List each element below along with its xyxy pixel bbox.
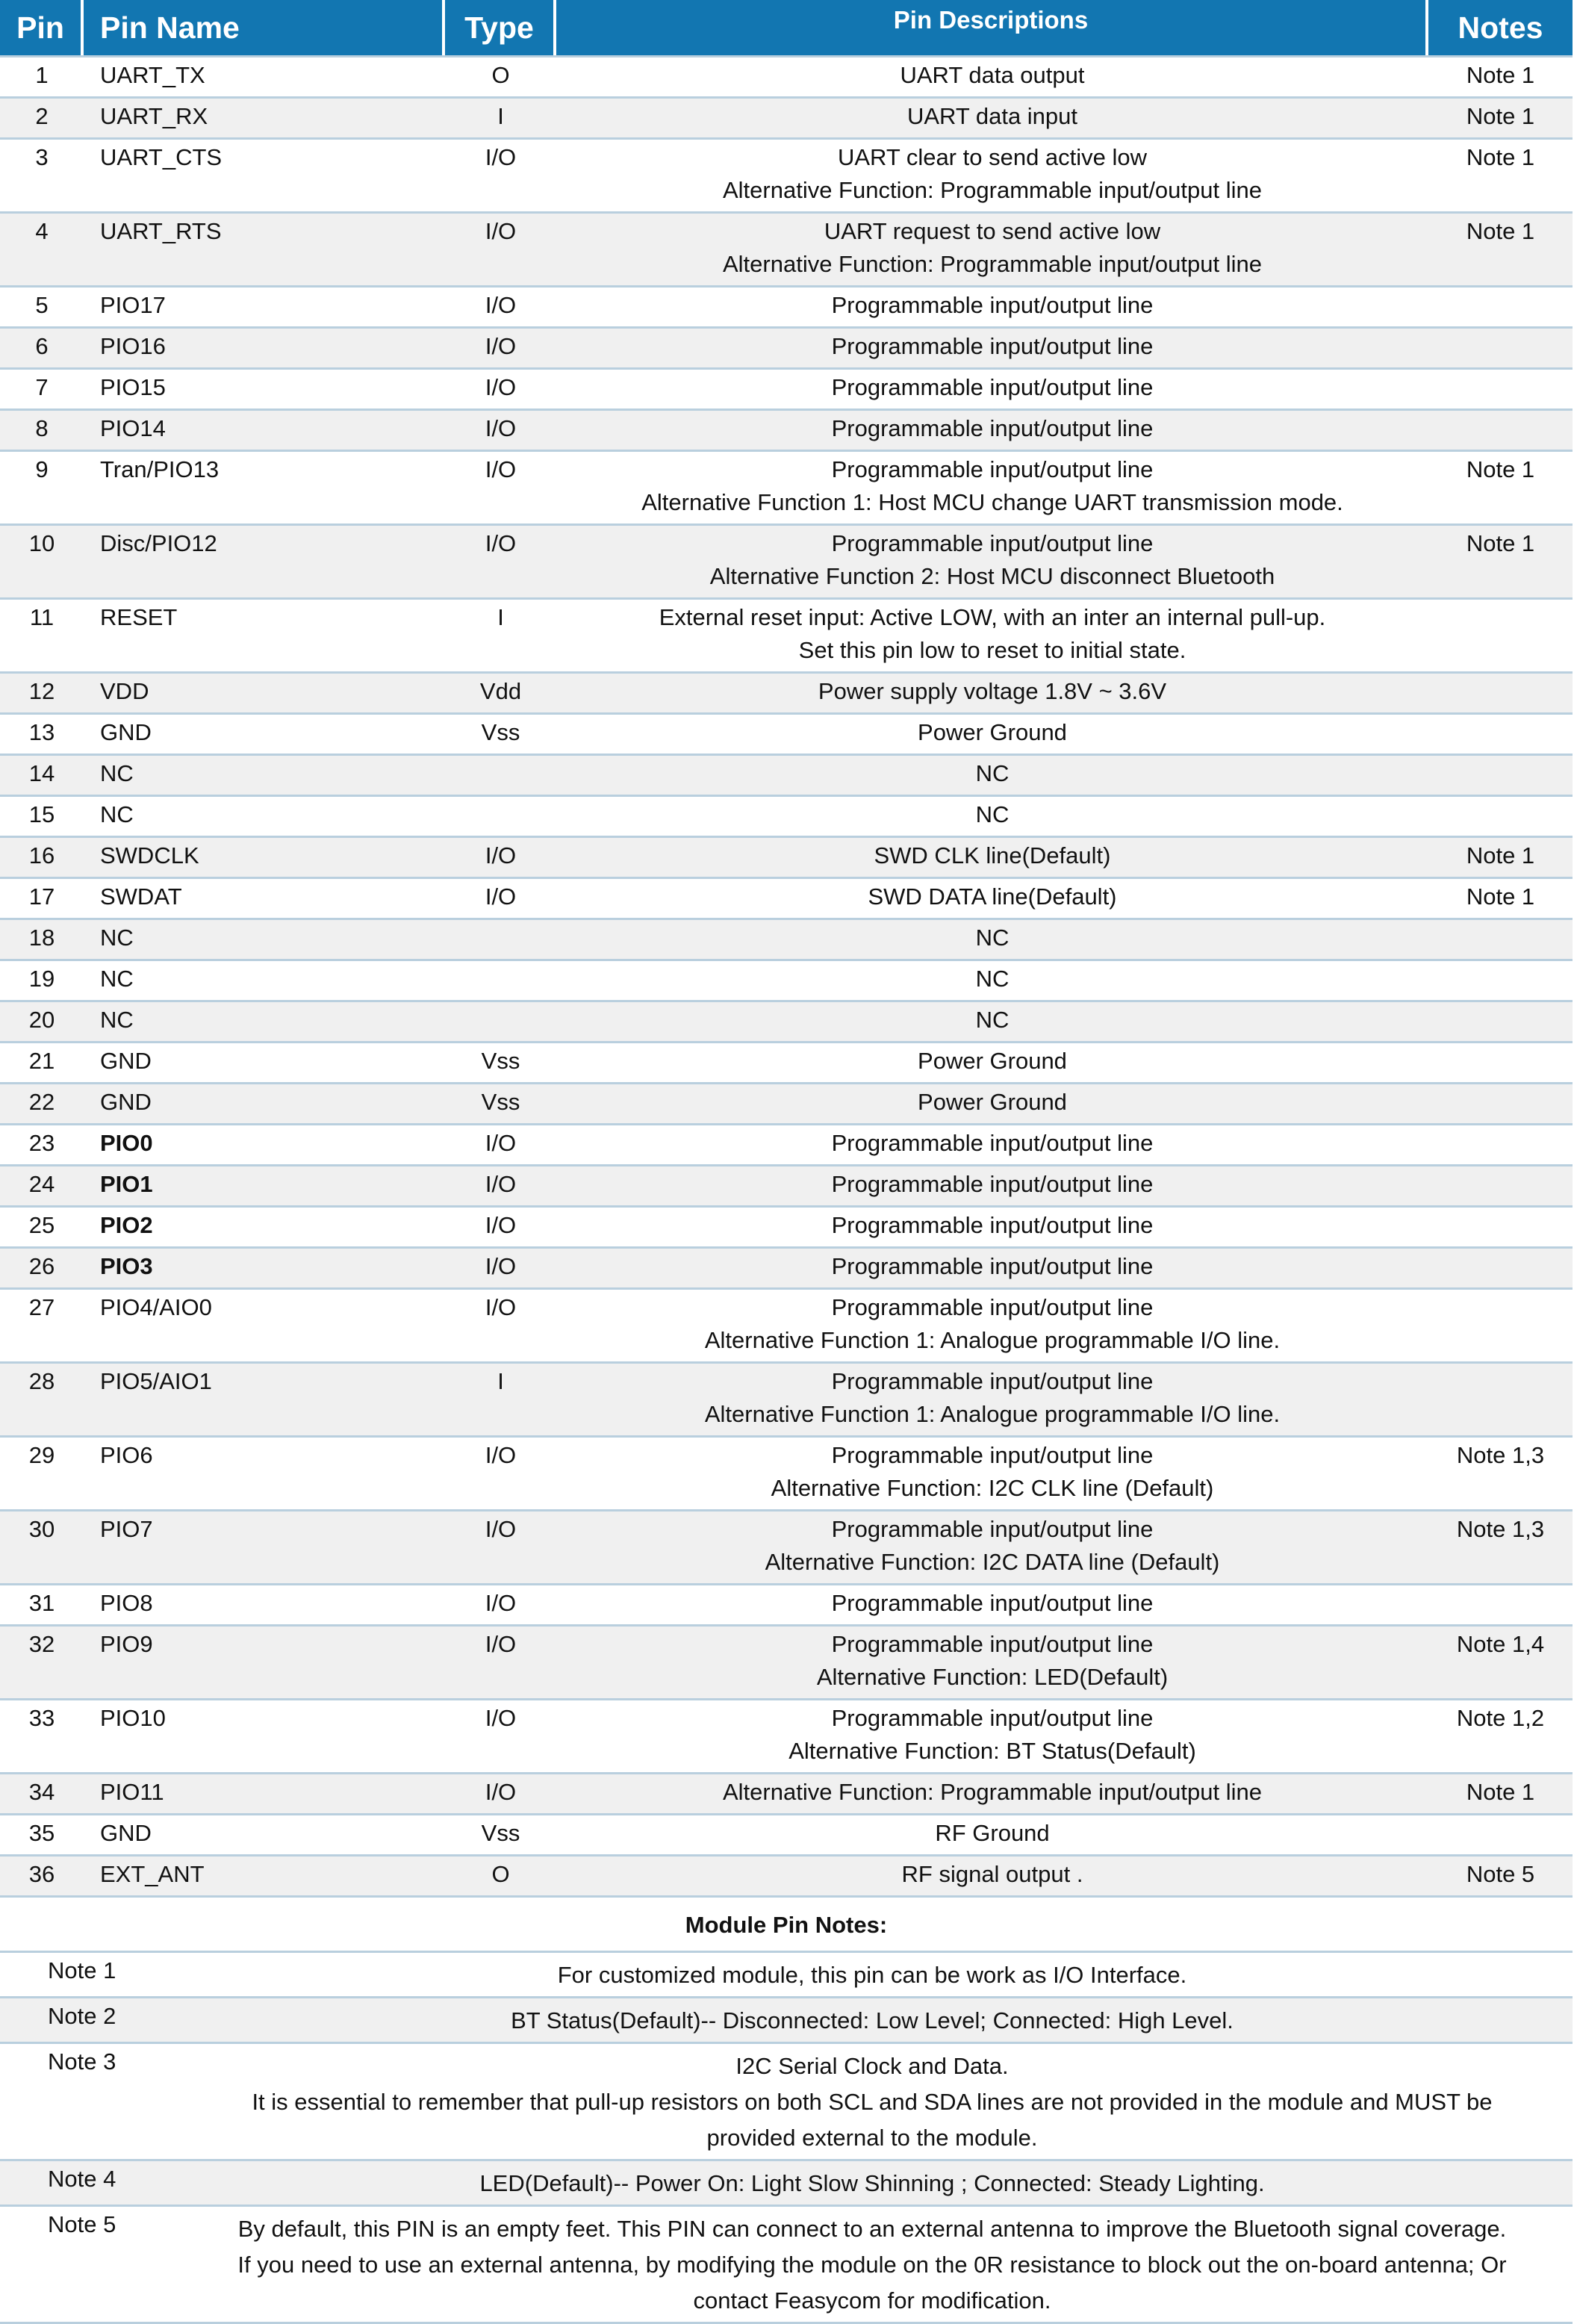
- module-note-text: [172, 1996, 1573, 2042]
- pin-description: [556, 96, 1428, 137]
- pin-name: PIO11: [84, 1772, 445, 1813]
- module-note-row: [0, 1951, 1573, 1996]
- pin-description: [556, 836, 1428, 877]
- pin-type: [445, 918, 556, 959]
- pin-description-line: Alternative Function 1: Host MCU change UART transmission mode.: [641, 489, 1343, 515]
- pin-row: [0, 1583, 1573, 1624]
- pin-notes: [1428, 959, 1573, 1000]
- pin-number: 28: [0, 1361, 84, 1435]
- pin-notes: [1428, 1813, 1573, 1854]
- pin-row: [0, 1435, 1573, 1509]
- pin-description: [556, 918, 1428, 959]
- pin-description-line: Alternative Function: Programmable input/output line: [722, 251, 1262, 277]
- pin-row: [0, 754, 1573, 795]
- pin-type: I/O: [445, 367, 556, 408]
- pin-number: 25: [0, 1205, 84, 1246]
- pin-type: [445, 1000, 556, 1041]
- pin-number: 6: [0, 326, 84, 367]
- pin-name: PIO3: [84, 1246, 445, 1287]
- pin-description: [556, 959, 1428, 1000]
- pin-notes: [1428, 367, 1573, 408]
- pin-type: I/O: [445, 1698, 556, 1772]
- pin-name: PIO0: [84, 1123, 445, 1164]
- pin-description: [556, 1624, 1428, 1698]
- pin-number: 17: [0, 877, 84, 918]
- module-pin-notes-body: [0, 1951, 1573, 2324]
- pin-name: PIO14: [84, 408, 445, 450]
- pin-description-line: Programmable input/output line: [831, 415, 1154, 441]
- pin-notes: Note 1: [1428, 137, 1573, 211]
- module-note-line: contact Feasycom for modification.: [693, 2287, 1051, 2314]
- pin-row: [0, 408, 1573, 450]
- pin-description-line: NC: [975, 966, 1010, 992]
- pin-name: PIO15: [84, 367, 445, 408]
- pin-description: [556, 1082, 1428, 1123]
- pin-notes: [1428, 1246, 1573, 1287]
- pin-description-line: Programmable input/output line: [831, 1631, 1154, 1657]
- pin-type: I/O: [445, 836, 556, 877]
- pin-type: Vdd: [445, 671, 556, 712]
- module-note-row: [0, 2042, 1573, 2159]
- pin-type: I/O: [445, 1164, 556, 1205]
- pin-number: 27: [0, 1287, 84, 1361]
- pin-description-line: Programmable input/output line: [831, 1130, 1154, 1156]
- pin-number: 1: [0, 55, 84, 96]
- pin-row: [0, 1772, 1573, 1813]
- pin-name: VDD: [84, 671, 445, 712]
- pin-description: [556, 597, 1428, 671]
- pin-type: [445, 754, 556, 795]
- module-note-label: Note 5: [0, 2205, 172, 2324]
- module-note-line: I2C Serial Clock and Data.: [735, 2053, 1009, 2079]
- pin-type: I/O: [445, 1583, 556, 1624]
- pin-notes: Note 1: [1428, 836, 1573, 877]
- header-notes: Notes: [1428, 0, 1573, 55]
- pin-notes: [1428, 1164, 1573, 1205]
- pin-notes: [1428, 285, 1573, 326]
- pin-description-line: Programmable input/output line: [831, 333, 1154, 359]
- pin-row: [0, 1287, 1573, 1361]
- pin-name: GND: [84, 1082, 445, 1123]
- pin-number: 16: [0, 836, 84, 877]
- pin-number: 20: [0, 1000, 84, 1041]
- pin-row: [0, 1082, 1573, 1123]
- pin-notes: [1428, 1583, 1573, 1624]
- module-note-text: [172, 2205, 1573, 2324]
- pin-description-line: Alternative Function 1: Analogue programmable I/O line.: [704, 1327, 1281, 1353]
- pin-name: PIO1: [84, 1164, 445, 1205]
- pin-name: PIO8: [84, 1583, 445, 1624]
- pin-description: [556, 1246, 1428, 1287]
- pin-notes: Note 1,4: [1428, 1624, 1573, 1698]
- pin-row: [0, 1698, 1573, 1772]
- pin-table-body: [0, 55, 1573, 1898]
- pin-description: [556, 1813, 1428, 1854]
- pin-row: [0, 367, 1573, 408]
- pin-type: [445, 959, 556, 1000]
- module-note-row: [0, 1996, 1573, 2042]
- module-note-line: provided external to the module.: [706, 2125, 1038, 2151]
- pin-description-line: Alternative Function: Programmable input/output line: [722, 177, 1262, 203]
- module-note-line: BT Status(Default)-- Disconnected: Low Level; Connected: High Level.: [511, 2007, 1234, 2034]
- pin-row: [0, 285, 1573, 326]
- pin-description-line: SWD DATA line(Default): [868, 883, 1117, 910]
- pin-description: [556, 137, 1428, 211]
- pin-type: I/O: [445, 137, 556, 211]
- pin-row: [0, 1205, 1573, 1246]
- pin-number: 33: [0, 1698, 84, 1772]
- module-note-text: [172, 2042, 1573, 2159]
- pin-name: NC: [84, 795, 445, 836]
- module-note-label: Note 1: [0, 1951, 172, 1996]
- pin-row: [0, 1041, 1573, 1082]
- pin-description-line: NC: [975, 801, 1010, 827]
- pin-type: I/O: [445, 1287, 556, 1361]
- pin-description: [556, 1123, 1428, 1164]
- pin-description-line: Programmable input/output line: [831, 1294, 1154, 1320]
- module-note-text: [172, 1951, 1573, 1996]
- pin-description-line: Alternative Function: I2C DATA line (Default): [765, 1549, 1220, 1575]
- pin-type: I/O: [445, 408, 556, 450]
- pin-row: [0, 96, 1573, 137]
- pin-number: 31: [0, 1583, 84, 1624]
- pin-type: I/O: [445, 1435, 556, 1509]
- pin-type: I/O: [445, 1123, 556, 1164]
- pin-notes: Note 1: [1428, 450, 1573, 523]
- pin-type: I/O: [445, 1772, 556, 1813]
- pin-notes: Note 1: [1428, 523, 1573, 597]
- pin-row: [0, 597, 1573, 671]
- pin-description-line: UART data output: [900, 62, 1085, 88]
- pin-description-line: Power Ground: [918, 1089, 1067, 1115]
- pin-row: [0, 877, 1573, 918]
- pin-name: PIO5/AIO1: [84, 1361, 445, 1435]
- pin-number: 9: [0, 450, 84, 523]
- pin-notes: Note 1: [1428, 211, 1573, 285]
- pin-number: 4: [0, 211, 84, 285]
- pin-notes: Note 1: [1428, 55, 1573, 96]
- pin-description: [556, 55, 1428, 96]
- pin-description: [556, 1041, 1428, 1082]
- header-pin-name: Pin Name: [84, 0, 445, 55]
- pin-description: [556, 1435, 1428, 1509]
- pin-name: SWDCLK: [84, 836, 445, 877]
- pin-row: [0, 959, 1573, 1000]
- module-note-text: [172, 2159, 1573, 2205]
- pin-number: 15: [0, 795, 84, 836]
- pin-number: 36: [0, 1854, 84, 1898]
- pin-notes: [1428, 1287, 1573, 1361]
- pin-notes: [1428, 1123, 1573, 1164]
- pin-number: 10: [0, 523, 84, 597]
- pin-description-line: Alternative Function 2: Host MCU disconnect Bluetooth: [709, 563, 1275, 589]
- pin-description: [556, 712, 1428, 754]
- pin-description-line: RF Ground: [935, 1820, 1050, 1846]
- module-note-label: Note 3: [0, 2042, 172, 2159]
- pin-notes: [1428, 795, 1573, 836]
- pin-number: 32: [0, 1624, 84, 1698]
- pin-type: I: [445, 96, 556, 137]
- pin-description: [556, 523, 1428, 597]
- pin-type: I/O: [445, 285, 556, 326]
- module-note-line: LED(Default)-- Power On: Light Slow Shinning ; Connected: Steady Lighting.: [479, 2170, 1265, 2196]
- pin-type: I/O: [445, 326, 556, 367]
- pin-type: I/O: [445, 523, 556, 597]
- pin-name: Disc/PIO12: [84, 523, 445, 597]
- pin-description-line: Programmable input/output line: [831, 1253, 1154, 1279]
- pin-description: [556, 877, 1428, 918]
- pin-name: PIO6: [84, 1435, 445, 1509]
- pin-notes: [1428, 754, 1573, 795]
- pin-description: [556, 1509, 1428, 1583]
- pin-notes: Note 1,2: [1428, 1698, 1573, 1772]
- pin-name: PIO7: [84, 1509, 445, 1583]
- pin-description-line: Alternative Function: Programmable input/output line: [722, 1779, 1262, 1805]
- module-note-row: [0, 2159, 1573, 2205]
- pin-description-line: Programmable input/output line: [831, 1368, 1154, 1394]
- pin-number: 8: [0, 408, 84, 450]
- pin-description-line: Programmable input/output line: [831, 530, 1154, 556]
- pin-type: Vss: [445, 712, 556, 754]
- pin-number: 11: [0, 597, 84, 671]
- pin-name: PIO16: [84, 326, 445, 367]
- pin-description-line: Programmable input/output line: [831, 1171, 1154, 1197]
- pin-number: 24: [0, 1164, 84, 1205]
- pin-description-line: NC: [975, 925, 1010, 951]
- pin-type: I/O: [445, 1624, 556, 1698]
- pin-description-line: Alternative Function: LED(Default): [816, 1664, 1169, 1690]
- pin-name: UART_RTS: [84, 211, 445, 285]
- pin-description-line: Programmable input/output line: [831, 1516, 1154, 1542]
- pin-number: 2: [0, 96, 84, 137]
- pin-row: [0, 1246, 1573, 1287]
- pin-description-line: UART clear to send active low: [837, 144, 1148, 170]
- pin-description-line: UART data input: [906, 103, 1078, 129]
- pin-notes: Note 1: [1428, 96, 1573, 137]
- pin-notes: [1428, 408, 1573, 450]
- pin-name: PIO2: [84, 1205, 445, 1246]
- pin-description-line: Programmable input/output line: [831, 456, 1154, 482]
- pin-description-line: External reset input: Active LOW, with an inter an internal pull-up.: [659, 604, 1326, 630]
- pin-type: I/O: [445, 211, 556, 285]
- pin-type: O: [445, 55, 556, 96]
- pin-name: PIO10: [84, 1698, 445, 1772]
- pin-number: 3: [0, 137, 84, 211]
- pin-name: GND: [84, 1041, 445, 1082]
- pin-number: 13: [0, 712, 84, 754]
- pin-row: [0, 55, 1573, 96]
- pin-notes: [1428, 1082, 1573, 1123]
- module-note-label: Note 2: [0, 1996, 172, 2042]
- pin-notes: [1428, 918, 1573, 959]
- module-pin-notes-table: [0, 1951, 1573, 2324]
- pin-row: [0, 1624, 1573, 1698]
- pin-number: 23: [0, 1123, 84, 1164]
- pin-description-line: Programmable input/output line: [831, 1442, 1154, 1468]
- pin-name: PIO17: [84, 285, 445, 326]
- pin-description: [556, 450, 1428, 523]
- pin-number: 30: [0, 1509, 84, 1583]
- module-note-line: For customized module, this pin can be work as I/O Interface.: [557, 1962, 1187, 1988]
- pin-number: 19: [0, 959, 84, 1000]
- pin-description-line: NC: [975, 760, 1010, 786]
- pin-name: RESET: [84, 597, 445, 671]
- pin-description: [556, 1772, 1428, 1813]
- pin-description: [556, 408, 1428, 450]
- module-note-line: It is essential to remember that pull-up resistors on both SCL and SDA lines are not provided in the module and MUST be: [252, 2089, 1493, 2115]
- pin-description-line: Alternative Function 1: Analogue programmable I/O line.: [704, 1401, 1281, 1427]
- pin-description-line: Alternative Function: BT Status(Default): [788, 1738, 1196, 1764]
- pin-notes: [1428, 1361, 1573, 1435]
- pin-notes: [1428, 712, 1573, 754]
- pin-type: I/O: [445, 450, 556, 523]
- pin-description-line: UART request to send active low: [824, 218, 1161, 244]
- pin-number: 35: [0, 1813, 84, 1854]
- pin-row: [0, 918, 1573, 959]
- pin-number: 29: [0, 1435, 84, 1509]
- header-pin: Pin: [0, 0, 84, 55]
- pin-notes: [1428, 1041, 1573, 1082]
- pin-description-line: Alternative Function: I2C CLK line (Default): [771, 1475, 1214, 1501]
- pin-description: [556, 1287, 1428, 1361]
- pin-description: [556, 211, 1428, 285]
- pin-description: [556, 1164, 1428, 1205]
- pin-description-line: Power Ground: [918, 1048, 1067, 1074]
- pin-description: [556, 1205, 1428, 1246]
- pin-type: I/O: [445, 1509, 556, 1583]
- pin-description: [556, 671, 1428, 712]
- pin-type: Vss: [445, 1082, 556, 1123]
- pin-type: I: [445, 597, 556, 671]
- pin-description-line: Programmable input/output line: [831, 292, 1154, 318]
- pin-notes: [1428, 326, 1573, 367]
- pin-description: [556, 1361, 1428, 1435]
- pin-type: I/O: [445, 1246, 556, 1287]
- pin-number: 21: [0, 1041, 84, 1082]
- pin-number: 22: [0, 1082, 84, 1123]
- pin-notes: Note 1: [1428, 1772, 1573, 1813]
- pin-name: Tran/PIO13: [84, 450, 445, 523]
- pin-row: [0, 326, 1573, 367]
- pin-description-line: Programmable input/output line: [831, 374, 1154, 400]
- pin-description: [556, 795, 1428, 836]
- pin-description: [556, 1854, 1428, 1898]
- pin-description: [556, 326, 1428, 367]
- pin-number: 26: [0, 1246, 84, 1287]
- module-note-line: By default, this PIN is an empty feet. This PIN can connect to an external antenna to improve the Bluetooth signal coverage.: [237, 2216, 1507, 2242]
- pin-name: UART_CTS: [84, 137, 445, 211]
- pin-name: NC: [84, 918, 445, 959]
- pin-description-line: NC: [975, 1007, 1010, 1033]
- module-note-label: Note 4: [0, 2159, 172, 2205]
- pin-number: 7: [0, 367, 84, 408]
- pin-row: [0, 1854, 1573, 1898]
- pin-name: SWDAT: [84, 877, 445, 918]
- pin-row: [0, 712, 1573, 754]
- module-pin-notes-title: Module Pin Notes:: [685, 1912, 888, 1938]
- pin-notes: Note 1,3: [1428, 1435, 1573, 1509]
- pin-row: [0, 137, 1573, 211]
- pin-row: [0, 1164, 1573, 1205]
- pin-description: [556, 1583, 1428, 1624]
- pin-name: NC: [84, 1000, 445, 1041]
- pin-description: [556, 367, 1428, 408]
- pin-type: O: [445, 1854, 556, 1898]
- pin-type: I/O: [445, 1205, 556, 1246]
- pin-notes: [1428, 1205, 1573, 1246]
- pin-type: I/O: [445, 877, 556, 918]
- pin-row: [0, 1123, 1573, 1164]
- pin-row: [0, 1361, 1573, 1435]
- pin-name: GND: [84, 712, 445, 754]
- pin-number: 34: [0, 1772, 84, 1813]
- pin-row: [0, 1000, 1573, 1041]
- pin-description-line: Power supply voltage 1.8V ~ 3.6V: [818, 678, 1167, 704]
- pin-description-line: Power Ground: [918, 719, 1067, 745]
- pin-row: [0, 1813, 1573, 1854]
- pin-notes: [1428, 671, 1573, 712]
- pin-row: [0, 795, 1573, 836]
- pin-row: [0, 523, 1573, 597]
- pin-number: 14: [0, 754, 84, 795]
- pin-description: [556, 285, 1428, 326]
- pin-description: [556, 754, 1428, 795]
- pin-number: 12: [0, 671, 84, 712]
- pin-row: [0, 1509, 1573, 1583]
- pin-table-header: [0, 0, 1573, 55]
- module-note-line: If you need to use an external antenna, by modifying the module on the 0R resistance to block out the on-board antenna; Or: [237, 2252, 1507, 2278]
- pin-name: UART_RX: [84, 96, 445, 137]
- pin-row: [0, 211, 1573, 285]
- pin-name: GND: [84, 1813, 445, 1854]
- pin-name: EXT_ANT: [84, 1854, 445, 1898]
- pin-name: NC: [84, 959, 445, 1000]
- pin-notes: Note 1: [1428, 877, 1573, 918]
- pin-notes: Note 1,3: [1428, 1509, 1573, 1583]
- pin-name: NC: [84, 754, 445, 795]
- pin-description-line: RF signal output .: [901, 1861, 1083, 1887]
- pin-name: UART_TX: [84, 55, 445, 96]
- pin-row: [0, 836, 1573, 877]
- pin-row: [0, 450, 1573, 523]
- pin-description-line: Programmable input/output line: [831, 1212, 1154, 1238]
- pin-number: 5: [0, 285, 84, 326]
- pin-description: [556, 1000, 1428, 1041]
- pin-type: [445, 795, 556, 836]
- header-pin-descriptions: Pin Descriptions: [556, 0, 1428, 55]
- pin-description-line: SWD CLK line(Default): [874, 842, 1111, 869]
- pin-row: [0, 671, 1573, 712]
- pin-description: [556, 1698, 1428, 1772]
- pin-notes: [1428, 1000, 1573, 1041]
- pin-description-line: Programmable input/output line: [831, 1590, 1154, 1616]
- pin-notes: Note 5: [1428, 1854, 1573, 1898]
- pin-type: I: [445, 1361, 556, 1435]
- pin-type: Vss: [445, 1041, 556, 1082]
- pin-type: Vss: [445, 1813, 556, 1854]
- pin-description-line: Set this pin low to reset to initial state.: [798, 637, 1186, 663]
- pin-description-line: Programmable input/output line: [831, 1705, 1154, 1731]
- pin-notes: [1428, 597, 1573, 671]
- pin-name: PIO4/AIO0: [84, 1287, 445, 1361]
- module-note-row: [0, 2205, 1573, 2324]
- pin-number: 18: [0, 918, 84, 959]
- pin-name: PIO9: [84, 1624, 445, 1698]
- header-type: Type: [445, 0, 556, 55]
